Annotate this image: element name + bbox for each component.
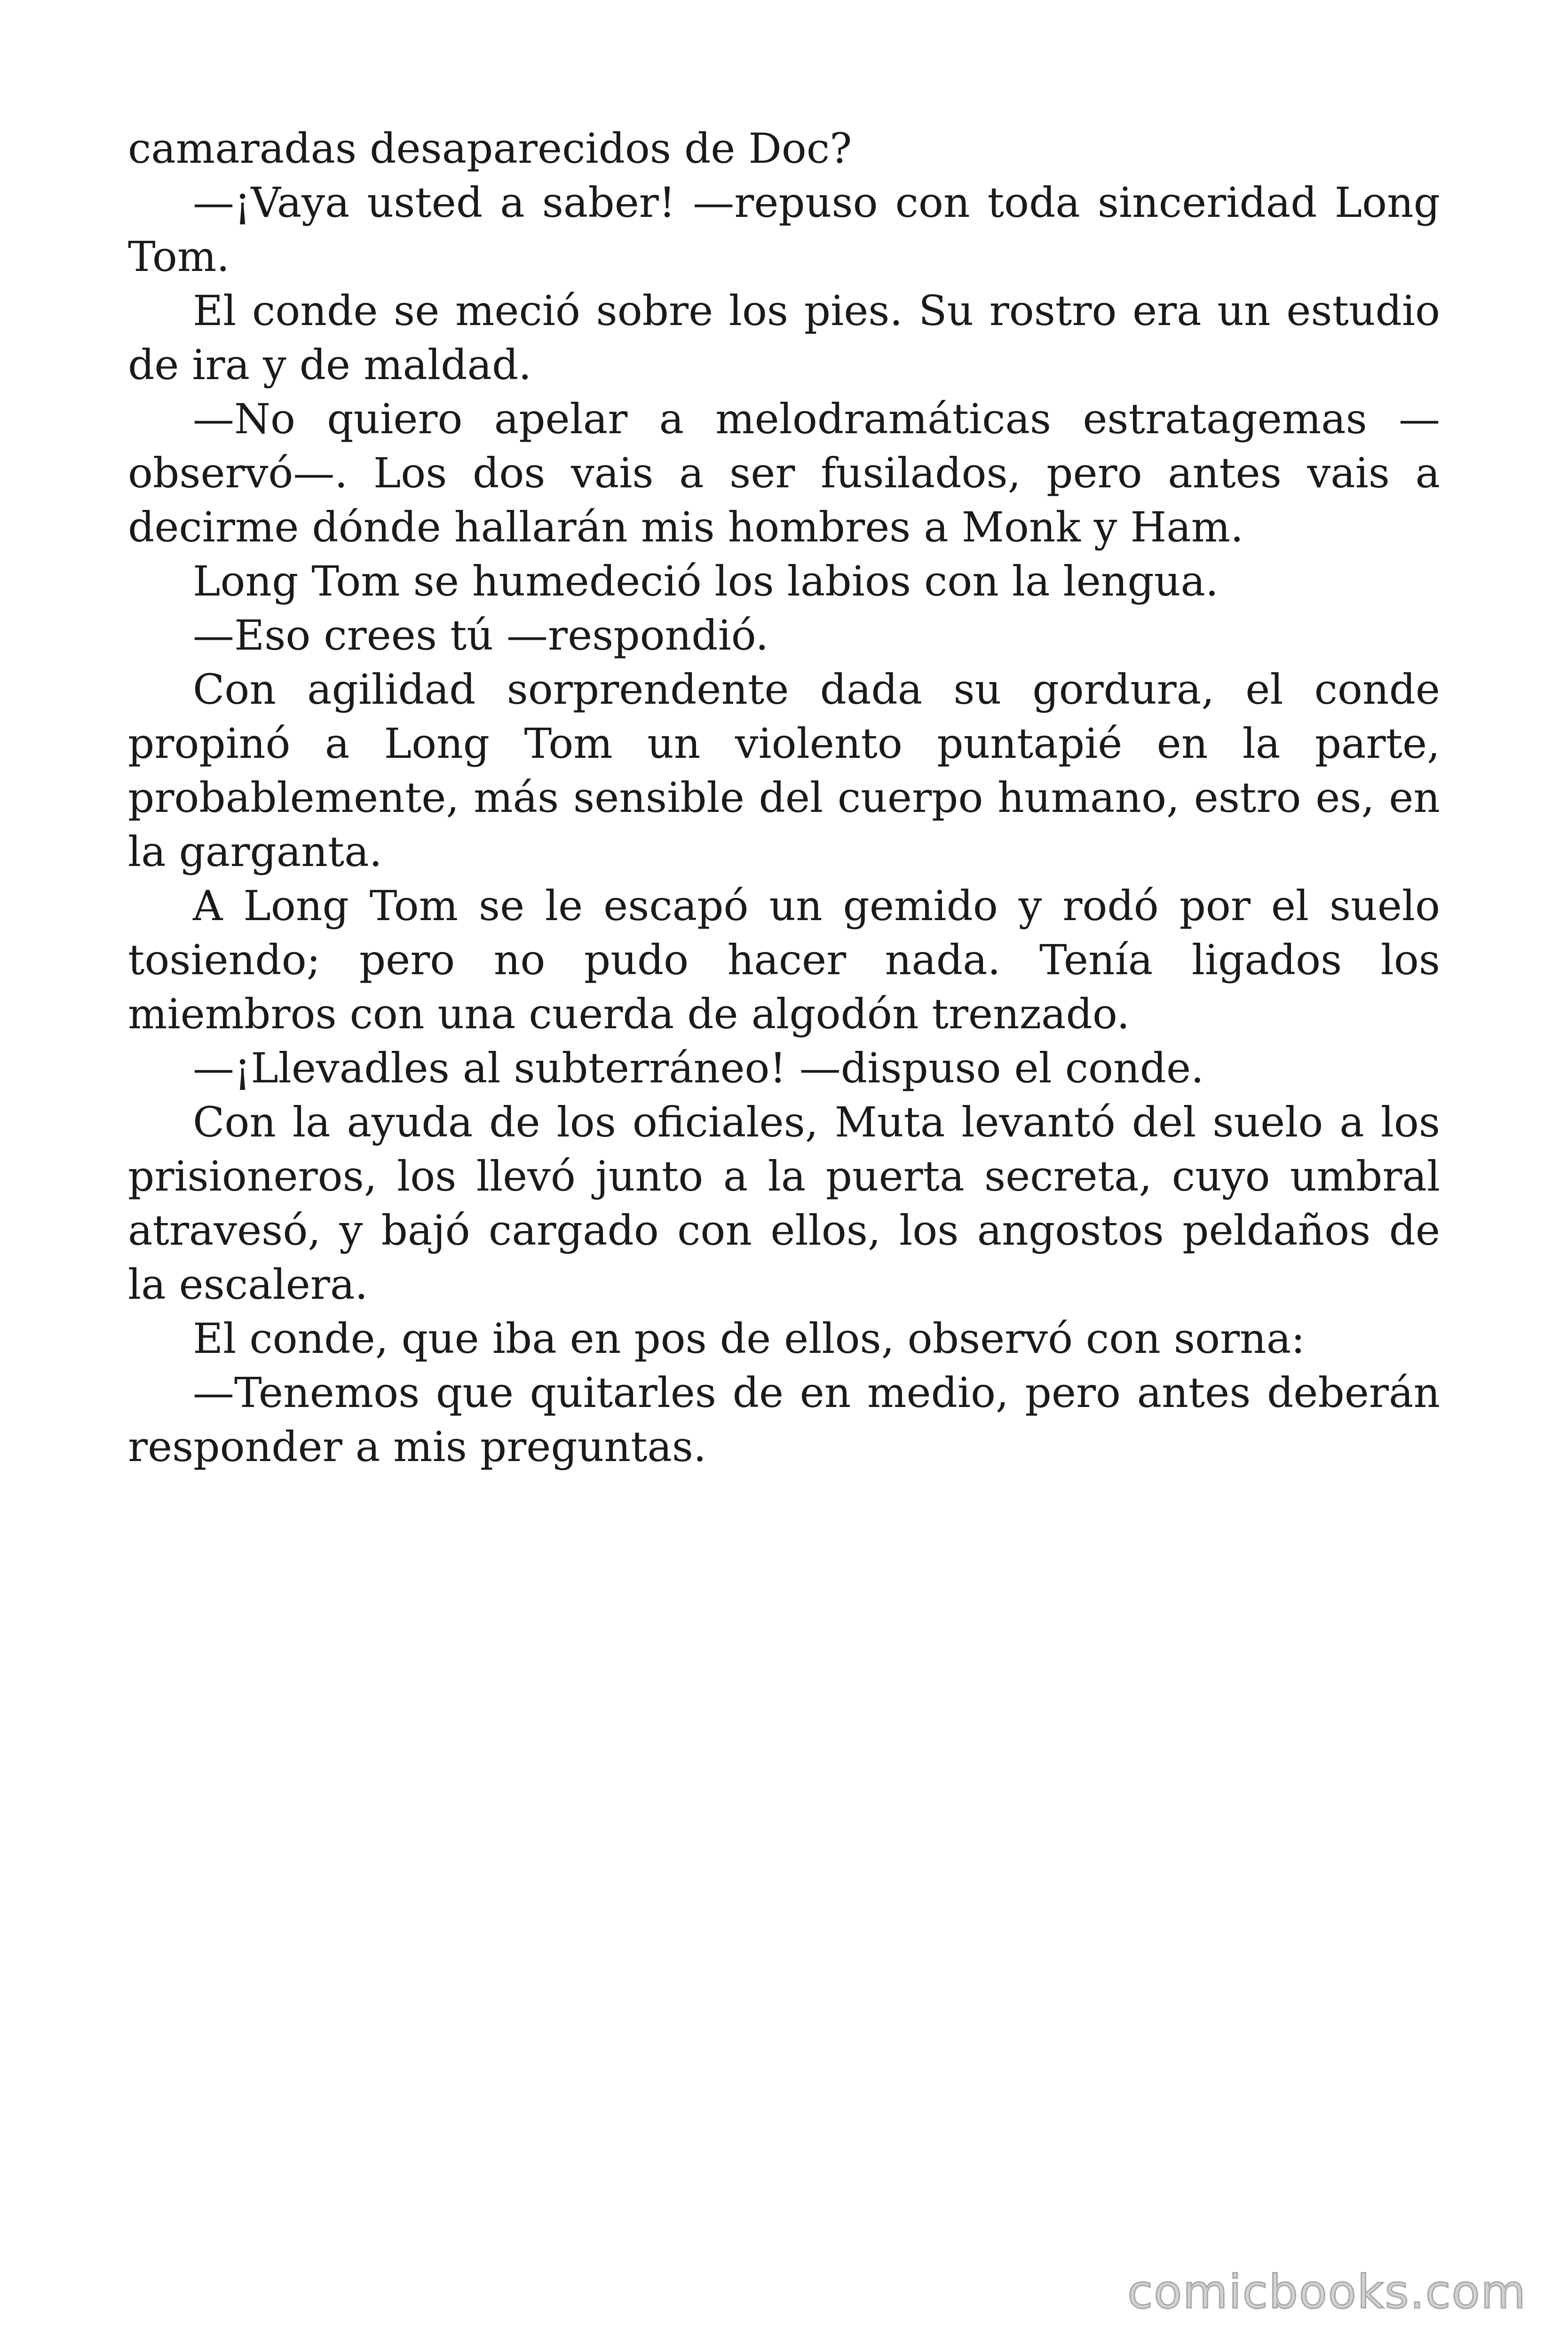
body-text — [128, 121, 1440, 1474]
paragraph: Con agilidad sorprendente dada su gordura, el conde propinó a Long Tom un violento puntapié en la parte, probablemente, más sensible del cuerpo humano, estro es, en la garganta. — [128, 665, 1440, 876]
paragraph: A Long Tom se le escapó un gemido y rodó por el suelo tosiendo; pero no pudo hacer nada. Tenía ligados los miembros con una cuerda de algodón trenzado. — [128, 882, 1440, 1038]
paragraph: —¡Llevadles al subterráneo! —dispuso el conde. — [193, 1044, 1204, 1092]
watermark: comicbooks.com — [1127, 2265, 1527, 2319]
paragraph: —¡Vaya usted a saber! —repuso con toda sinceridad Long Tom. — [128, 178, 1440, 281]
paragraph: —No quiero apelar a melodramáticas estratagemas —observó—. Los dos vais a ser fusilados, pero antes vais a decirme dónde hallarán mis hombres a Monk y Ham. — [128, 395, 1440, 551]
paragraph: El conde se meció sobre los pies. Su rostro era un estudio de ira y de maldad. — [128, 286, 1440, 389]
paragraph: Con la ayuda de los oficiales, Muta levantó del suelo a los prisioneros, los llevó junto a la puerta secreta, cuyo umbral atravesó, y bajó cargado con ellos, los angostos peldaños de la escalera. — [128, 1098, 1440, 1309]
paragraph: —Eso crees tú —respondió. — [193, 611, 769, 660]
paragraph: —Tenemos que quitarles de en medio, pero antes deberán responder a mis preguntas. — [128, 1368, 1440, 1471]
paragraph: camaradas desaparecidos de Doc? — [128, 124, 852, 173]
paragraph: El conde, que iba en pos de ellos, observó con sorna: — [193, 1314, 1305, 1363]
paragraph: Long Tom se humedeció los labios con la lengua. — [193, 557, 1219, 605]
